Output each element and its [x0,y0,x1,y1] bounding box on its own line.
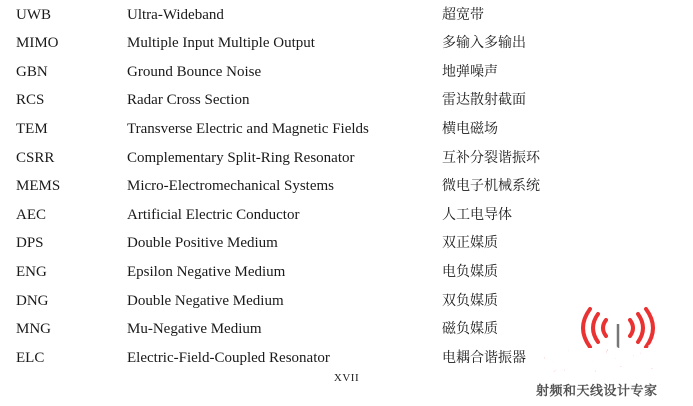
chinese-term: 横电磁场 [442,121,498,137]
abbreviation: MIMO [16,35,59,51]
abbreviation: GBN [16,64,48,80]
full-term: Radar Cross Section [127,92,250,108]
abbreviation: DNG [16,293,49,309]
chinese-term: 雷达散射截面 [442,92,526,108]
chinese-term: 微电子机械系统 [442,178,540,194]
full-term: Multiple Input Multiple Output [127,35,315,51]
chinese-term: 人工电导体 [442,207,512,223]
table-row [0,31,693,55]
full-term: Complementary Split-Ring Resonator [127,150,355,166]
page-number: XVII [333,372,360,384]
full-term: Epsilon Negative Medium [127,264,286,280]
table-row [0,3,693,27]
table-row [0,231,693,255]
chinese-term: 双正媒质 [442,235,498,251]
chinese-term: 磁负媒质 [442,321,498,337]
abbreviation: ENG [16,264,47,280]
abbreviation: CSRR [16,150,55,166]
chinese-term: 多输入多输出 [442,35,526,51]
watermark-logo [520,300,693,406]
table-row [0,117,693,141]
chinese-term: 双负媒质 [442,293,498,309]
watermark-tagline: 射频和天线设计专家 [536,384,658,399]
full-term: Transverse Electric and Magnetic Fields [127,121,369,137]
table-row [0,60,693,84]
chinese-term: 互补分裂谐振环 [442,150,540,166]
abbreviation: MNG [16,321,52,337]
abbreviation: ELC [16,350,45,366]
table-row [0,88,693,112]
abbreviation: DPS [16,235,44,251]
chinese-term: 电耦合谐振器 [442,350,526,366]
chinese-term: 地弹噪声 [442,64,498,80]
chinese-term: 超宽带 [442,7,484,23]
abbreviation: UWB [16,7,51,23]
chinese-term: 电负媒质 [442,264,498,280]
abbreviation: TEM [16,121,48,137]
table-row [0,174,693,198]
table-row [0,260,693,284]
full-term: Mu-Negative Medium [127,321,262,337]
full-term: Double Negative Medium [127,293,284,309]
full-term: Micro-Electromechanical Systems [127,178,335,194]
table-row [0,203,693,227]
full-term: Artificial Electric Conductor [127,207,300,223]
full-term: Ultra-Wideband [127,7,224,23]
full-term: Ground Bounce Noise [127,64,262,80]
table-row [0,146,693,170]
abbreviation: RCS [16,92,45,108]
abbreviation: MEMS [16,178,61,194]
watermark-brand-text: 易迪拓培训 [534,343,675,377]
full-term: Electric-Field-Coupled Resonator [127,350,330,366]
abbreviation: AEC [16,207,46,223]
full-term: Double Positive Medium [127,235,278,251]
